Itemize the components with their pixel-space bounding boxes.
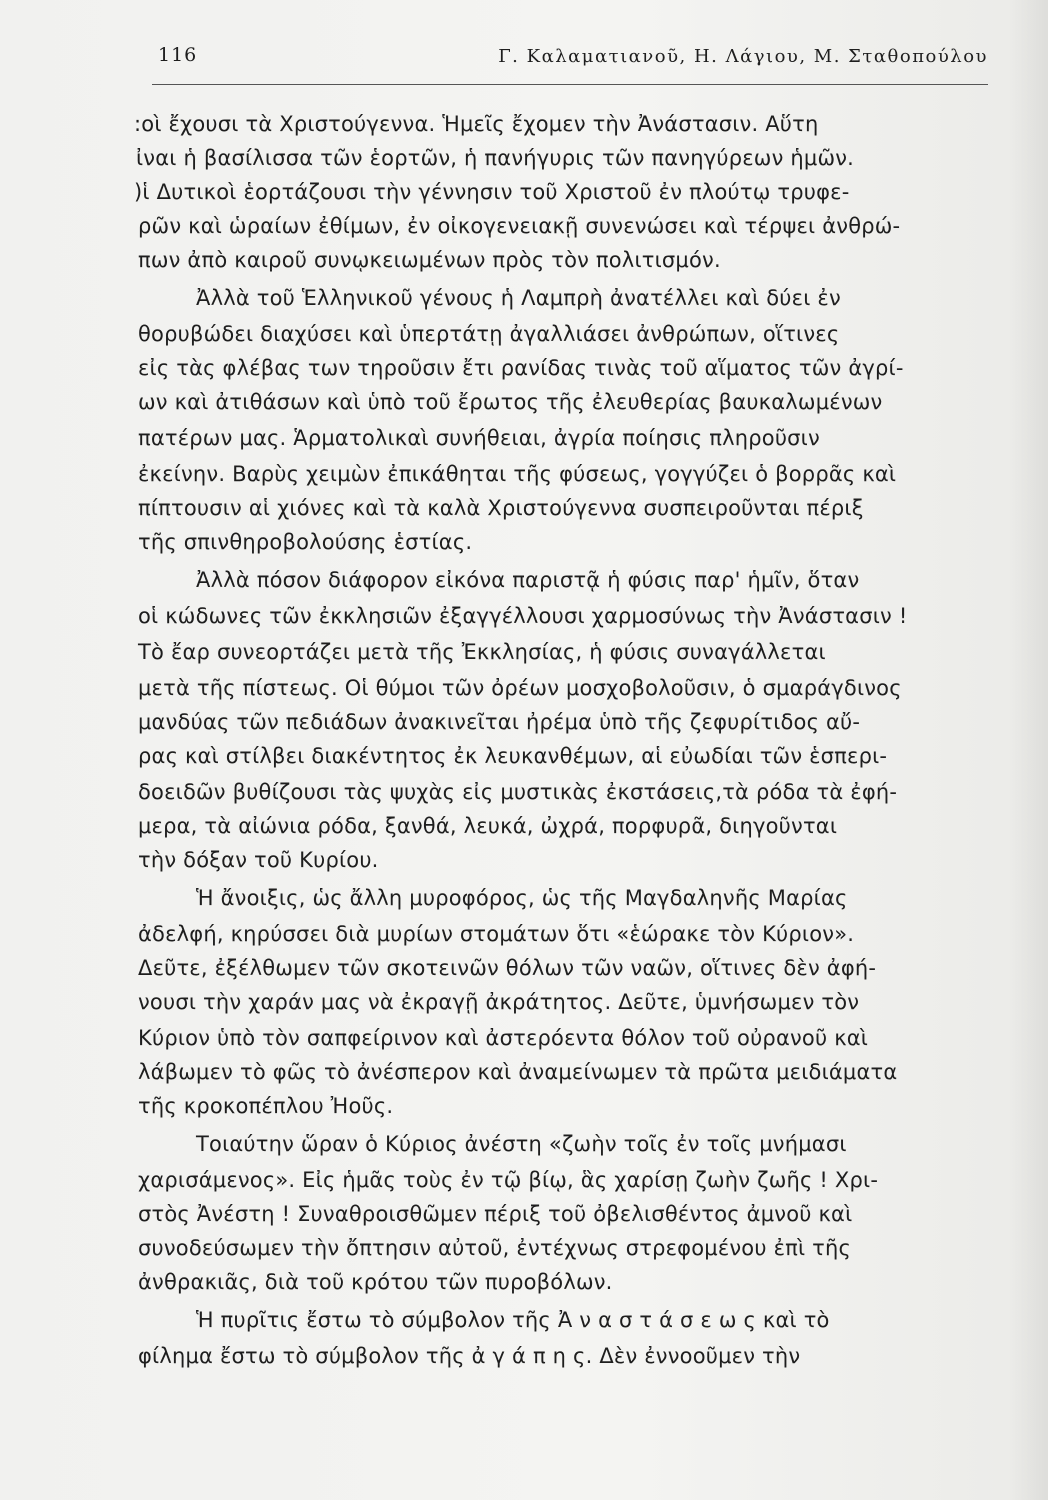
text-line: Ἀλλὰ τοῦ Ἑλληνικοῦ γένους ἡ Λαμπρὴ ἀνατέλλει καὶ δύει ἐν	[196, 286, 841, 310]
text-line: ρῶν καὶ ὡραίων ἐθίμων, ἐν οἰκογενειακῇ συνενώσει καὶ τέρψει ἀνθρώ-	[138, 214, 901, 238]
text-line: μερα, τὰ αἰώνια ρόδα, ξανθά, λευκά, ὠχρά, πορφυρᾶ, διηγοῦνται	[138, 814, 838, 838]
text-line: πατέρων μας. Ἁρματολικαὶ συνήθειαι, ἀγρία ποίησις πληροῦσιν	[138, 426, 820, 450]
text-line: Ἡ πυρῖτις ἔστω τὸ σύμβολον τῆς Ἀ ν α σ τ ά σ ε ω ς καὶ τὸ	[196, 1308, 830, 1332]
text-line: )ἱ Δυτικοὶ ἑορτάζουσι τὴν γέννησιν τοῦ Χριστοῦ ἐν πλούτῳ τρυφε-	[134, 180, 850, 204]
text-line: Τὸ ἔαρ συνεορτάζει μετὰ τῆς Ἐκκλησίας, ἡ φύσις συναγάλλεται	[138, 640, 826, 664]
text-line: ἀδελφή, κηρύσσει διὰ μυρίων στομάτων ὅτι «ἑώρακε τὸν Κύριον».	[138, 922, 855, 946]
text-line: τῆς σπινθηροβολούσης ἑστίας.	[138, 530, 473, 554]
page-number: 116	[158, 44, 198, 66]
text-line: νουσι τὴν χαράν μας νὰ ἐκραγῇ ἀκράτητος. Δεῦτε, ὑμνήσωμεν τὸν	[138, 990, 860, 1014]
text-line: Ἡ ἄνοιξις, ὡς ἄλλη μυροφόρος, ὡς τῆς Μαγδαληνῆς Μαρίας	[196, 886, 848, 910]
text-line: Κύριον ὑπὸ τὸν σαπφείρινον καὶ ἀστερόεντα θόλον τοῦ οὐρανοῦ καὶ	[138, 1026, 869, 1050]
text-line: χαρισάμενος». Εἰς ἡμᾶς τοὺς ἐν τῷ βίῳ, ἃς χαρίσῃ ζωὴν ζωῆς ! Χρι-	[138, 1168, 879, 1192]
text-line: ἀνθρακιᾶς, διὰ τοῦ κρότου τῶν πυροβόλων.	[138, 1270, 613, 1294]
text-line: οἱ κώδωνες τῶν ἐκκλησιῶν ἐξαγγέλλουσι χαρμοσύνως τὴν Ἀνάστασιν !	[138, 604, 908, 628]
text-line: δοειδῶν βυθίζουσι τὰς ψυχὰς εἰς μυστικὰς ἐκστάσεις,τὰ ρόδα τὰ ἐφή-	[138, 780, 898, 804]
text-line: ἰναι ἡ βασίλισσα τῶν ἑορτῶν, ἡ πανήγυρις τῶν πανηγύρεων ἡμῶν.	[136, 146, 855, 170]
text-line: συνοδεύσωμεν τὴν ὄπτησιν αὐτοῦ, ἐντέχνως στρεφομένου ἐπὶ τῆς	[138, 1236, 852, 1260]
text-line: μανδύας τῶν πεδιάδων ἀνακινεῖται ἠρέμα ὑπὸ τῆς ζεφυρίτιδος αὔ-	[138, 710, 861, 734]
text-line: Δεῦτε, ἐξέλθωμεν τῶν σκοτεινῶν θόλων τῶν ναῶν, οἵτινες δὲν ἀφή-	[138, 956, 877, 980]
text-line: ρας καὶ στίλβει διακέντητος ἐκ λευκανθέμων, αἱ εὐωδίαι τῶν ἑσπερι-	[138, 744, 888, 768]
text-line: τὴν δόξαν τοῦ Κυρίου.	[138, 848, 379, 872]
text-line: ἐκείνην. Βαρὺς χειμὼν ἐπικάθηται τῆς φύσεως, γογγύζει ὁ βορρᾶς καὶ	[138, 462, 897, 486]
text-line: στὸς Ἀνέστη ! Συναθροισθῶμεν πέριξ τοῦ ὀβελισθέντος ἀμνοῦ καὶ	[138, 1202, 853, 1226]
text-line: πίπτουσιν αἱ χιόνες καὶ τὰ καλὰ Χριστούγεννα συσπειροῦνται πέριξ	[138, 496, 864, 520]
text-line: λάβωμεν τὸ φῶς τὸ ἀνέσπερον καὶ ἀναμείνωμεν τὰ πρῶτα μειδιάματα	[138, 1060, 898, 1084]
header-rule	[152, 84, 988, 85]
text-line: Τοιαύτην ὥραν ὁ Κύριος ἀνέστη «ζωὴν τοῖς ἐν τοῖς μνήμασι	[196, 1132, 847, 1156]
text-line: θορυβώδει διαχύσει καὶ ὑπερτάτῃ ἀγαλλιάσει ἀνθρώπων, οἵτινες	[138, 322, 840, 346]
text-line: εἰς τὰς φλέβας των τηροῦσιν ἔτι ρανίδας τινὰς τοῦ αἵματος τῶν ἀγρί-	[138, 356, 904, 380]
running-head: Γ. Καλαματιανοῦ, Η. Λάγιου, Μ. Σταθοπούλου	[498, 46, 988, 67]
text-line: μετὰ τῆς πίστεως. Οἱ θύμοι τῶν ὀρέων μοσχοβολοῦσιν, ὁ σμαράγδινος	[138, 676, 902, 700]
facing-page-edge	[1008, 0, 1048, 1500]
text-line: ων καὶ ἀτιθάσων καὶ ὑπὸ τοῦ ἔρωτος τῆς ἐλευθερίας βαυκαλωμένων	[138, 390, 883, 414]
text-line: Ἀλλὰ πόσον διάφορον εἰκόνα παριστᾷ ἡ φύσις παρ' ἡμῖν, ὅταν	[196, 568, 860, 592]
text-line: φίλημα ἔστω τὸ σύμβολον τῆς ἀ γ ά π η ς. Δὲν ἐννοοῦμεν τὴν	[138, 1344, 801, 1368]
text-line: :οὶ ἔχουσι τὰ Χριστούγεννα. Ἡμεῖς ἔχομεν τὴν Ἀνάστασιν. Αὕτη	[134, 112, 819, 136]
text-line: τῆς κροκοπέπλου Ἠοῦς.	[138, 1094, 394, 1118]
page-header	[152, 40, 988, 76]
text-line: πων ἀπὸ καιροῦ συνῳκειωμένων πρὸς τὸν πολιτισμόν.	[138, 248, 721, 272]
